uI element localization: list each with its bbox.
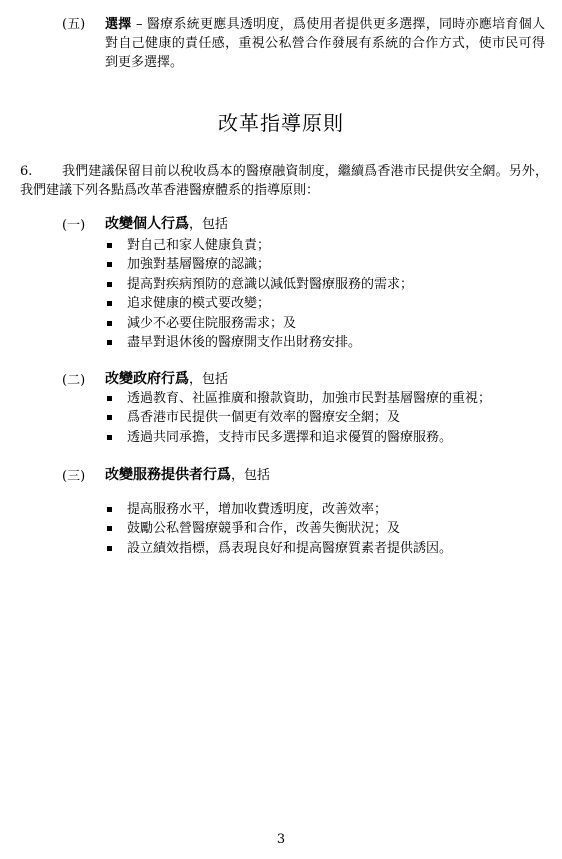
section-title: 改革指導原則 <box>218 111 344 135</box>
principle-heading <box>105 370 228 389</box>
list-item-text: 爲香港市民提供一個更有效率的醫療安全網；及 <box>127 410 401 426</box>
bullet-square-icon <box>107 262 112 267</box>
list-item-text: 加強對基層醫療的認識； <box>127 257 271 273</box>
principle-heading-text: 改變個人行爲 <box>105 216 189 232</box>
bullet-list <box>105 236 550 352</box>
list-item <box>105 314 550 333</box>
list-item <box>105 539 550 558</box>
list-item-text: 減少不必要住院服務需求；及 <box>127 315 297 331</box>
list-item <box>105 519 550 538</box>
list-item <box>105 428 550 447</box>
page-number: 3 <box>276 832 286 847</box>
principle-heading-suffix: ，包括 <box>189 372 229 387</box>
list-item-text: 提高服務水平，增加收費透明度，改善效率； <box>127 502 388 517</box>
list-item <box>105 294 550 313</box>
principle-number: (一) <box>62 218 86 233</box>
item-body: 醫療系統更應具透明度，爲使用者提供更多選擇，同時亦應培育個人對自己健康的責任感，重視公私營合作發展有系統的合作方式，使市民可得到更多選擇。 <box>105 17 545 70</box>
bullet-square-icon <box>107 435 112 440</box>
paragraph-text: 我們建議保留目前以稅收爲本的醫療融資制度，繼續爲香港市民提供安全網。另外， 我們建議下列各點爲改革香港醫療體系的指導原則： <box>20 164 548 198</box>
bullet-list <box>105 500 550 558</box>
item-number: (五) <box>62 17 86 32</box>
list-item-text: 盡早對退休後的醫療開支作出財務安排。 <box>127 334 362 350</box>
list-item-text: 追求健康的模式要改變； <box>127 296 271 312</box>
list-item-text: 對自己和家人健康負責； <box>127 238 271 253</box>
principle-heading-text: 改變服務提供者行爲 <box>105 467 231 483</box>
list-item-text: 透過共同承擔，支持市民多選擇和追求優質的醫療服務。 <box>127 429 453 445</box>
bullet-square-icon <box>107 546 112 551</box>
bullet-square-icon <box>107 282 112 287</box>
bullet-square-icon <box>107 396 112 401</box>
item-text-block <box>105 15 545 72</box>
list-item <box>105 408 550 427</box>
bullet-list <box>105 389 550 447</box>
list-item <box>105 389 550 408</box>
list-item <box>105 333 550 352</box>
item-dash: – <box>131 17 147 32</box>
list-item-text: 鼓勵公私營醫療競爭和合作，改善失衡狀況；及 <box>127 521 401 537</box>
bullet-square-icon <box>107 415 112 420</box>
bullet-square-icon <box>107 526 112 531</box>
bullet-square-icon <box>107 301 112 306</box>
principle-heading <box>105 466 270 485</box>
list-item <box>105 255 550 274</box>
principle-heading-suffix: ，包括 <box>189 217 229 232</box>
list-item <box>105 275 550 294</box>
principle-heading-text: 改變政府行爲 <box>105 371 189 387</box>
bullet-square-icon <box>107 340 112 345</box>
paragraph-number: 6. <box>20 164 33 179</box>
list-item <box>105 236 550 255</box>
list-item-text: 設立績效指標，爲表現良好和提高醫療質素者提供誘因。 <box>127 540 453 556</box>
list-item-text: 提高對疾病預防的意識以減低對醫療服務的需求； <box>127 276 414 292</box>
bullet-square-icon <box>107 243 112 248</box>
principle-number: (二) <box>62 373 86 388</box>
list-item <box>105 500 550 519</box>
principle-heading-suffix: ，包括 <box>231 468 271 483</box>
principle-number: (三) <box>62 469 86 484</box>
principle-heading <box>105 215 228 234</box>
bullet-square-icon <box>107 321 112 326</box>
list-item-text: 透過教育、社區推廣和撥款資助，加強市民對基層醫療的重視； <box>127 391 492 406</box>
bullet-square-icon <box>107 507 112 512</box>
item-title: 選擇 <box>105 17 132 32</box>
